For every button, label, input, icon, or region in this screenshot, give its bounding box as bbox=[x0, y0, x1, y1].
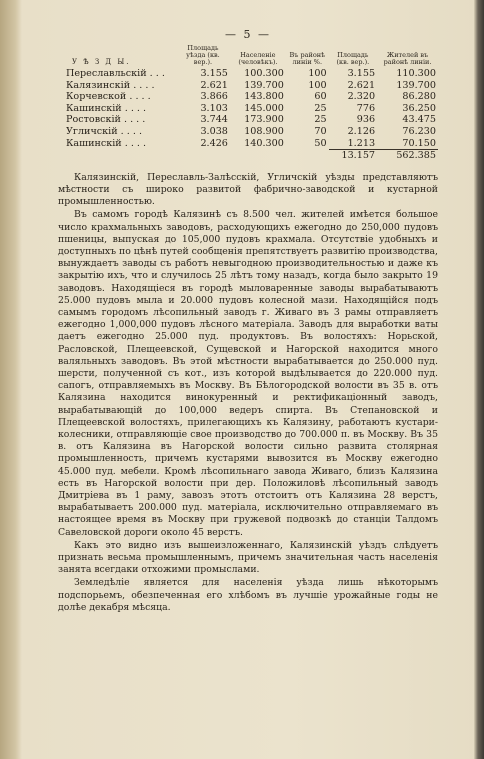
district-name: Ростовскій . . . . bbox=[66, 114, 146, 126]
table-row bbox=[64, 80, 438, 92]
zone-area: 936 bbox=[356, 114, 376, 126]
zone-area: 2.621 bbox=[347, 79, 376, 91]
district-population: 140.300 bbox=[244, 137, 284, 149]
zone-percent: 25 bbox=[314, 114, 327, 126]
document-page bbox=[58, 28, 438, 728]
zone-population: 43.475 bbox=[402, 114, 436, 126]
district-area: 3.038 bbox=[200, 125, 228, 137]
paragraph: Въ самомъ городѣ Калязинѣ съ 8.500 чел. жителей имѣется большое число крахмальныхъ заводовъ, расходующихъ ежегодно до 250,000 пудовъ пшеницы, выпуская до 105,000 пудовъ крахмала. Отсутствіе удобныхъ и доступныхъ по цѣнѣ путей сообщенія препятствуетъ развитію производства, вынуждаетъ заводы съ работъ невыгодною производительностью и даже къ закрытію ихъ, что и случилось 25 лѣтъ тому назадъ, когда было закрыто 19 заводовъ. Находящіеся въ городѣ мыловаренные заводы вырабатываютъ 25.000 пудовъ мыла и 20.000 пудовъ колесной мази. Находящійся подъ самымъ городомъ лѣсопильный заводъ г. Живаго въ 3 рамы отправляетъ ежегодно 1,000,000 пудовъ лѣсного матеріала. Заводъ для выработки ваты даетъ ежегодно 25.000 пуд. продуктовъ. Въ волостяхъ: Норьской, Расловской, Плещеевской, Сущевской и Нагорской находится много валяльныхъ заводовъ. Въ этой мѣстности вырабатывается до 250.000 пуд. шерсти, полученной съ кот., изъ которой выдѣлывается до 220.000 пуд. сапогъ, отправляемыхъ въ Москву. Въ Бѣлогородской волости въ 35 в. отъ Калязина находится винокуренный и ректификаціонный заводъ, вырабатывающій до 100,000 ведеръ спирта. Въ Степановской и Плещеевской волостяхъ, прилегающихъ къ Калязину, работаютъ кустари-колесники, отправляющіе свое производство до 700.000 п. въ Москву. Въ 35 в. отъ Калязина въ Нагорской волости сильно развита столярная промышленность, причемъ кустарями вывозится въ Москву ежегодно 45.000 пуд. мебели. Кромѣ лѣсопильнаго завода Живаго, близъ Калязина есть въ Нагорской волости при дер. Положиловѣ лѣсопильный заводъ Дмитріева въ 1 раму, завозъ этотъ отстоитъ отъ Калязина 28 верстъ, вырабатываетъ 200.000 пуд. матеріала, исключительно отправляемаго въ настоящее время въ Москву при гружевой подвозкѣ до станціи Талдомъ Савеловской дороги около 45 верстъ. bbox=[58, 209, 438, 538]
district-name: Корчевской . . . . bbox=[66, 91, 151, 103]
table-row bbox=[64, 126, 438, 138]
table-row bbox=[64, 68, 438, 80]
zone-percent: 70 bbox=[314, 125, 327, 137]
district-area: 3.866 bbox=[200, 91, 228, 103]
table-row bbox=[64, 114, 438, 126]
zone-population: 70.150 bbox=[402, 137, 436, 149]
district-name: Переславльскій . . . bbox=[66, 68, 165, 79]
district-population: 143.800 bbox=[244, 91, 284, 103]
district-population: 173.900 bbox=[244, 114, 284, 126]
district-population: 139.700 bbox=[244, 79, 284, 91]
district-name: Кашинскій . . . . bbox=[66, 102, 147, 114]
district-population: 108.900 bbox=[244, 125, 284, 137]
district-population: 100.300 bbox=[244, 68, 284, 79]
zone-percent: 60 bbox=[314, 91, 327, 103]
paragraph: Калязинскій, Переславль-Залѣсскій, Угличскій уѣзды представляютъ мѣстности съ широко развитой фабрично-заводской и кустарной промышленностью. bbox=[58, 171, 438, 208]
zone-percent: 50 bbox=[314, 137, 327, 149]
zone-area: 2.126 bbox=[347, 125, 376, 137]
zone-area: 1.213 bbox=[347, 137, 376, 149]
paragraph: Земледѣліе является для населенія уѣзда лишь нѣкоторымъ подспорьемъ, обезпеченная его хлѣбомъ въ лучшіе урожайные годы не долѣе декабря мѣсяца. bbox=[58, 577, 438, 613]
zone-percent: 100 bbox=[308, 68, 327, 79]
district-area: 2.621 bbox=[200, 79, 228, 91]
zone-percent: 100 bbox=[308, 79, 327, 91]
districts-table bbox=[64, 45, 438, 162]
page-binding-shadow bbox=[0, 0, 22, 759]
header-within-zone: Въ районѣ линіи %. bbox=[289, 51, 326, 66]
table-row bbox=[64, 91, 438, 103]
totals-row bbox=[64, 150, 438, 162]
district-area: 3.103 bbox=[200, 102, 228, 114]
paragraph: Какъ это видно изъ вышеизложеннаго, Калязинскій уѣздъ слѣдуетъ признать весьма промышленнымъ, причемъ значительная часть населенія занята всегдаки отхожими промыслами. bbox=[58, 539, 438, 576]
zone-area: 3.155 bbox=[347, 68, 376, 79]
district-area: 3.744 bbox=[200, 114, 228, 126]
total-zone-area: 13.157 bbox=[329, 150, 377, 162]
zone-population: 86.280 bbox=[402, 91, 436, 103]
zone-population: 139.700 bbox=[396, 79, 436, 91]
table-header-row bbox=[64, 45, 438, 68]
zone-population: 76.230 bbox=[402, 125, 436, 137]
header-districts: У Ѣ З Д Ы. bbox=[72, 58, 131, 66]
district-area: 3.155 bbox=[200, 68, 228, 79]
zone-area: 2.320 bbox=[347, 91, 376, 103]
zone-area: 776 bbox=[356, 102, 376, 114]
district-name: Калязинскій . . . . bbox=[66, 79, 155, 91]
body-text bbox=[58, 172, 438, 614]
zone-population: 36.250 bbox=[402, 102, 436, 114]
district-population: 145.000 bbox=[244, 102, 284, 114]
district-name: Кашинскій . . . . bbox=[66, 137, 147, 149]
page-edge-shadow bbox=[474, 0, 484, 759]
district-area: 2.426 bbox=[200, 137, 228, 149]
zone-population: 110.300 bbox=[396, 68, 436, 79]
total-zone-population: 562.385 bbox=[377, 150, 438, 162]
zone-percent: 25 bbox=[314, 102, 327, 114]
header-area-district: Площадь уѣзда (кв. вер.). bbox=[186, 44, 220, 66]
district-name: Угличскій . . . . bbox=[66, 125, 143, 137]
table-row bbox=[64, 103, 438, 115]
header-area-zone: Площадь (кв. вер.). bbox=[336, 51, 370, 66]
header-residents-zone: Жителей въ районѣ линіи. bbox=[383, 51, 432, 66]
header-population: Населеніе (человѣкъ). bbox=[238, 51, 278, 66]
table-row bbox=[64, 138, 438, 150]
page-number: — 5 — bbox=[225, 28, 271, 41]
